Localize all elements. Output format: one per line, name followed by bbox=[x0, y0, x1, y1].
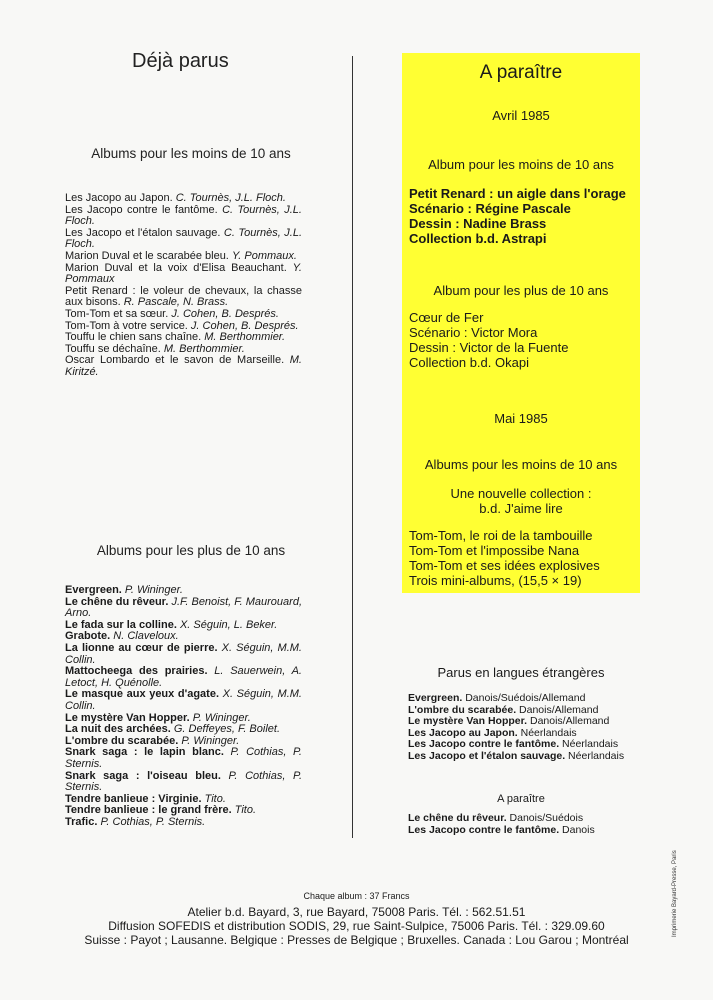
footer-line1: Atelier b.d. Bayard, 3, rue Bayard, 75008 Paris. Tél. : 562.51.51 bbox=[187, 905, 526, 919]
album-title: La nuit des archées. bbox=[65, 723, 174, 736]
footer-line3: Suisse : Payot ; Lausanne. Belgique : Presses de Belgique ; Bruxelles. Canada : Lou Garou ; Montréal bbox=[84, 933, 629, 947]
album-authors: J. Cohen, B. Després. bbox=[190, 319, 299, 332]
album-authors: Y. Pommaux. bbox=[231, 249, 297, 262]
album-title: Le fada sur la colline. bbox=[65, 618, 180, 631]
album-title: Le masque aux yeux d'agate. bbox=[65, 688, 223, 701]
list-item bbox=[65, 689, 302, 712]
under10-list bbox=[65, 193, 302, 379]
detail-line: Collection b.d. Astrapi bbox=[409, 231, 547, 246]
april-date: Avril 1985 bbox=[492, 108, 550, 123]
album-title: Marion Duval et le scarabée bleu. bbox=[65, 249, 232, 262]
list-item bbox=[65, 355, 302, 378]
album-title: Oscar Lombardo et le savon de Marseille. bbox=[65, 354, 290, 367]
foreign-item bbox=[408, 751, 640, 763]
album-authors: Y. Pommaux bbox=[65, 261, 302, 286]
list-item bbox=[65, 666, 302, 689]
foreign-title: Le chêne du rêveur. bbox=[408, 812, 507, 824]
album-authors: P. Wininger. bbox=[124, 584, 183, 596]
album-authors: J.F. Benoist, F. Maurouard, Arno. bbox=[65, 595, 303, 620]
list-item bbox=[65, 597, 302, 620]
list-item bbox=[65, 817, 302, 829]
detail-line: Cœur de Fer bbox=[409, 310, 484, 325]
album-title: Tendre banlieue : le grand frère. bbox=[65, 804, 235, 817]
foreign-coming-heading: A paraître bbox=[497, 793, 545, 805]
foreign-languages: Danois/Suédois bbox=[506, 812, 584, 824]
may-collection-line1: Une nouvelle collection : bbox=[450, 486, 592, 501]
album-authors: X. Séguin, L. Beker. bbox=[179, 618, 278, 631]
detail-line: Tom-Tom et ses idées explosives bbox=[409, 558, 600, 573]
april-under10-details bbox=[409, 186, 639, 246]
album-title: Touffu se déchaîne. bbox=[65, 342, 164, 355]
album-title: Petit Renard : le voleur de chevaux, la chasse aux bisons. bbox=[65, 284, 302, 309]
album-authors: R. Pascale, N. Brass. bbox=[123, 296, 229, 309]
list-item bbox=[65, 771, 302, 794]
album-title: Trafic. bbox=[65, 815, 101, 828]
detail-line: Tom-Tom et l'impossibe Nana bbox=[409, 543, 580, 558]
foreign-languages: Néerlandais bbox=[517, 726, 577, 739]
album-title: L'ombre du scarabée. bbox=[65, 734, 182, 747]
album-title: Tom-Tom et sa sœur. bbox=[65, 307, 172, 320]
foreign-heading: Parus en langues étrangères bbox=[437, 665, 605, 680]
album-authors: L. Sauerwein, A. Letoct, H. Quénolle. bbox=[65, 665, 302, 689]
a-paraitre-title: A paraître bbox=[479, 62, 563, 83]
detail-line: Collection b.d. Okapi bbox=[409, 355, 529, 370]
album-authors: M. Kiritzé. bbox=[65, 354, 302, 378]
album-authors: C. Tournès, J.L. Floch. bbox=[175, 192, 286, 204]
foreign-list bbox=[408, 693, 640, 762]
footer-line2: Diffusion SOFEDIS et distribution SODIS, 29, rue Saint-Sulpice, 75006 Paris. Tél. : 329.09.60 bbox=[108, 919, 605, 933]
april-under10-heading: Album pour les moins de 10 ans bbox=[428, 157, 614, 172]
foreign-title: L'ombre du scarabée. bbox=[408, 703, 517, 716]
detail-line: Dessin : Victor de la Fuente bbox=[409, 340, 569, 355]
foreign-title: Les Jacopo contre le fantôme. bbox=[408, 738, 560, 750]
detail-line: Scénario : Régine Pascale bbox=[409, 201, 571, 216]
foreign-languages: Danois bbox=[559, 823, 595, 836]
album-authors: P. Cothias, P. Sternis. bbox=[65, 746, 302, 770]
list-item bbox=[65, 205, 302, 228]
album-authors: X. Séguin, M.M. Collin. bbox=[65, 688, 302, 712]
foreign-languages: Danois/Allemand bbox=[527, 715, 610, 727]
album-title: Tom-Tom à votre service. bbox=[65, 319, 191, 332]
album-title: Les Jacopo et l'étalon sauvage. bbox=[65, 226, 224, 239]
deja-parus-title: Déjà parus bbox=[132, 50, 229, 72]
under10-heading: Albums pour les moins de 10 ans bbox=[91, 146, 291, 161]
album-authors: C. Tournès, J.L. Floch. bbox=[65, 203, 302, 228]
detail-line: Scénario : Victor Mora bbox=[409, 325, 538, 340]
foreign-coming-list bbox=[408, 813, 640, 836]
album-authors: C. Tournès, J.L. Floch. bbox=[65, 226, 302, 251]
foreign-title: Les Jacopo contre le fantôme. bbox=[408, 823, 560, 836]
album-title: La lionne au cœur de pierre. bbox=[65, 641, 222, 654]
album-authors: J. Cohen, B. Després. bbox=[171, 307, 279, 320]
album-title: Grabote. bbox=[65, 630, 114, 643]
may-titles bbox=[409, 528, 639, 573]
album-authors: G. Deffeyes, F. Boilet. bbox=[173, 723, 281, 736]
may-under10-heading: Albums pour les moins de 10 ans bbox=[424, 457, 618, 472]
april-over10-heading: Album pour les plus de 10 ans bbox=[433, 283, 609, 298]
list-item bbox=[65, 263, 302, 286]
may-collection-line2: b.d. J'aime lire bbox=[479, 501, 563, 516]
album-title: Evergreen. bbox=[65, 584, 125, 596]
foreign-languages: Danois/Suédois/Allemand bbox=[462, 692, 586, 704]
detail-line: Petit Renard : un aigle dans l'orage bbox=[409, 186, 626, 201]
album-authors: P. Wininger. bbox=[192, 711, 251, 724]
detail-line: Dessin : Nadine Brass bbox=[409, 216, 547, 231]
album-title: Les Jacopo au Japon. bbox=[65, 192, 176, 204]
album-authors: Tito. bbox=[234, 804, 257, 817]
foreign-item bbox=[408, 825, 640, 837]
album-title: Mattocheega des prairies. bbox=[65, 665, 215, 678]
list-item bbox=[65, 286, 302, 309]
list-item bbox=[65, 228, 302, 251]
foreign-title: Evergreen. bbox=[408, 692, 463, 704]
foreign-languages: Danois/Allemand bbox=[516, 703, 599, 716]
over10-list bbox=[65, 585, 302, 828]
list-item bbox=[65, 747, 302, 770]
april-over10-details bbox=[409, 310, 639, 370]
list-item bbox=[65, 643, 302, 666]
album-authors: P. Cothias, P. Sternis. bbox=[100, 815, 206, 828]
album-authors: M. Berthommier. bbox=[204, 331, 286, 344]
foreign-languages: Néerlandais bbox=[559, 738, 619, 750]
album-title: Le mystère Van Hopper. bbox=[65, 711, 193, 724]
album-authors: X. Séguin, M.M. Collin. bbox=[65, 641, 302, 666]
album-authors: M. Berthommier. bbox=[163, 342, 245, 355]
album-title: Touffu le chien sans chaîne. bbox=[65, 331, 205, 344]
foreign-title: Les Jacopo au Japon. bbox=[408, 726, 518, 739]
album-title: Les Jacopo contre le fantôme. bbox=[65, 203, 223, 216]
album-title: Le chêne du rêveur. bbox=[65, 595, 172, 608]
may-date: Mai 1985 bbox=[494, 411, 548, 426]
price-line: Chaque album : 37 Francs bbox=[303, 891, 410, 901]
foreign-title: Les Jacopo et l'étalon sauvage. bbox=[408, 749, 566, 762]
detail-line: Tom-Tom, le roi de la tambouille bbox=[409, 528, 593, 543]
album-title: Snark saga : l'oiseau bleu. bbox=[65, 769, 229, 782]
album-authors: P. Cothias, P. Sternis. bbox=[65, 769, 303, 794]
foreign-languages: Néerlandais bbox=[565, 749, 625, 762]
may-note: Trois mini-albums, (15,5 × 19) bbox=[409, 573, 582, 588]
album-authors: N. Claveloux. bbox=[113, 630, 179, 643]
album-title: Tendre banlieue : Virginie. bbox=[65, 792, 205, 805]
album-authors: P. Wininger. bbox=[181, 734, 240, 747]
album-title: Marion Duval et la voix d'Elisa Beauchant. bbox=[65, 261, 293, 274]
printer-imprint: Imprimerie Bayard-Presse, Paris bbox=[672, 850, 678, 937]
column-divider bbox=[352, 56, 353, 838]
over10-heading: Albums pour les plus de 10 ans bbox=[96, 543, 286, 558]
foreign-title: Le mystère Van Hopper. bbox=[408, 715, 528, 727]
album-authors: Tito. bbox=[204, 792, 226, 805]
album-title: Snark saga : le lapin blanc. bbox=[65, 746, 231, 759]
